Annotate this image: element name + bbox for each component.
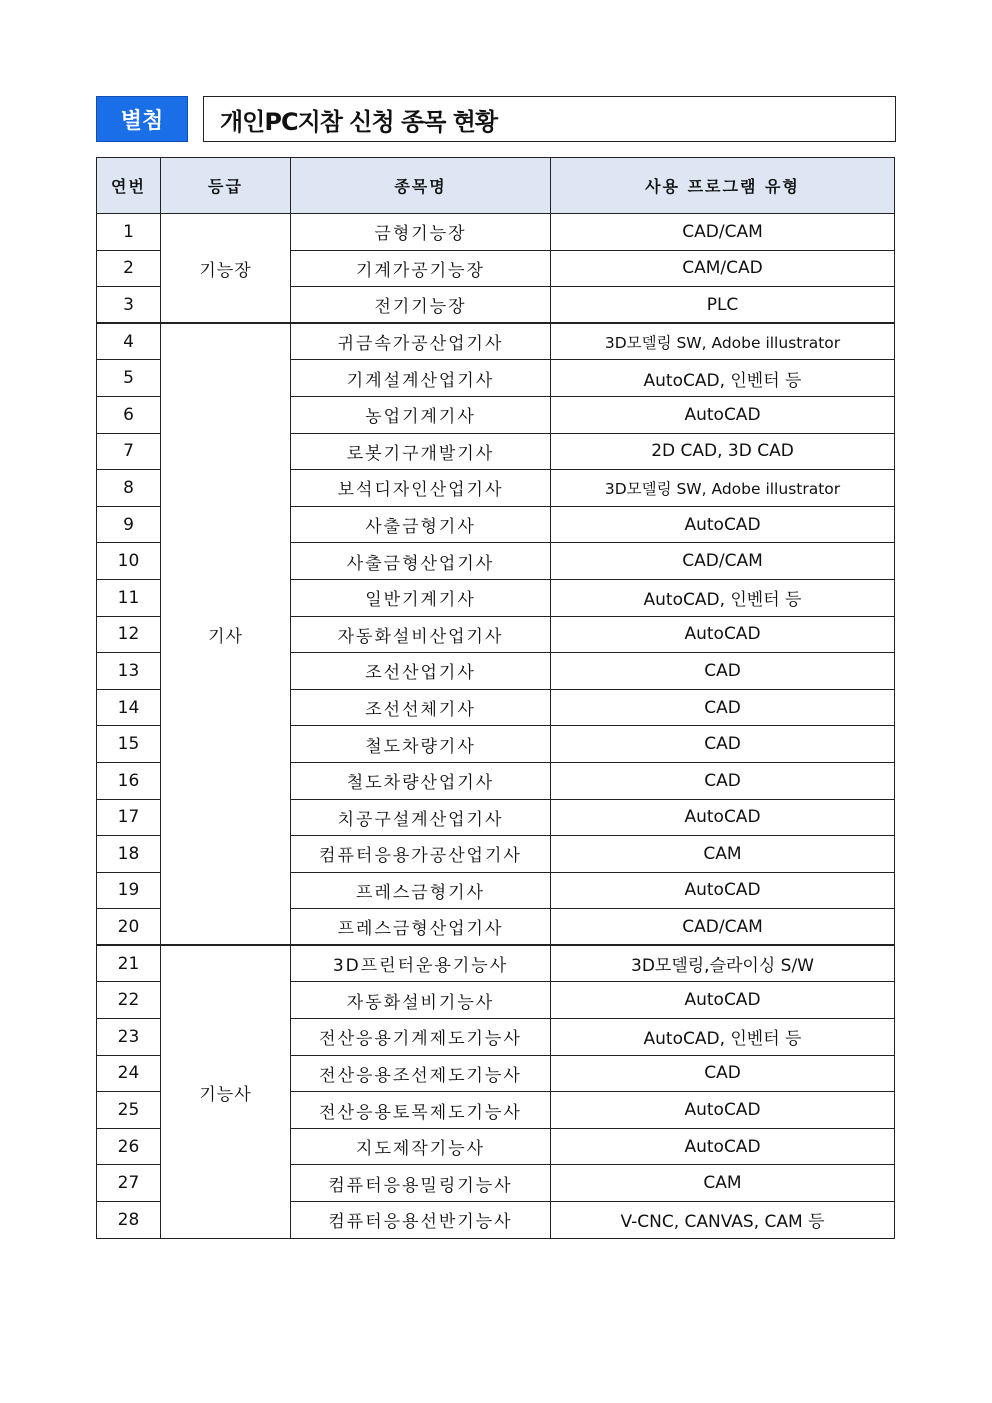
row-number: 11 — [97, 579, 161, 616]
table-body — [97, 214, 895, 1239]
item-name: 로봇기구개발기사 — [291, 433, 551, 470]
page-header — [96, 96, 896, 142]
program-type: AutoCAD, 인벤터 등 — [551, 360, 895, 397]
row-number: 25 — [97, 1092, 161, 1129]
row-number: 28 — [97, 1202, 161, 1239]
item-name: 조선산업기사 — [291, 653, 551, 690]
program-type: AutoCAD, 인벤터 등 — [551, 1019, 895, 1056]
row-number: 2 — [97, 250, 161, 287]
program-type: CAD/CAM — [551, 214, 895, 251]
row-number: 13 — [97, 653, 161, 690]
program-type: 3D모델링 SW, Adobe illustrator — [551, 323, 895, 360]
row-number: 12 — [97, 616, 161, 653]
table-row — [97, 945, 895, 982]
item-name: 전산응용토목제도기능사 — [291, 1092, 551, 1129]
program-type: AutoCAD — [551, 799, 895, 836]
row-number: 10 — [97, 543, 161, 580]
program-type: CAD — [551, 653, 895, 690]
row-number: 7 — [97, 433, 161, 470]
row-number: 18 — [97, 836, 161, 873]
program-type: CAD/CAM — [551, 543, 895, 580]
row-number: 6 — [97, 396, 161, 433]
item-name: 전기기능장 — [291, 287, 551, 324]
program-type: CAM — [551, 836, 895, 873]
item-name: 자동화설비기능사 — [291, 982, 551, 1019]
program-type: 3D모델링 SW, Adobe illustrator — [551, 470, 895, 507]
program-type: CAD/CAM — [551, 909, 895, 946]
program-type: 3D모델링,슬라이싱 S/W — [551, 945, 895, 982]
item-name: 철도차량산업기사 — [291, 762, 551, 799]
row-number: 22 — [97, 982, 161, 1019]
item-name: 금형기능장 — [291, 214, 551, 251]
page-title: 개인PC지참 신청 종목 현황 — [203, 96, 896, 142]
row-number: 15 — [97, 726, 161, 763]
item-name: 전산응용조선제도기능사 — [291, 1055, 551, 1092]
program-type: CAM/CAD — [551, 250, 895, 287]
program-type: AutoCAD — [551, 1092, 895, 1129]
item-name: 치공구설계산업기사 — [291, 799, 551, 836]
program-type: AutoCAD — [551, 1128, 895, 1165]
item-name: 프레스금형기사 — [291, 872, 551, 909]
item-name: 귀금속가공산업기사 — [291, 323, 551, 360]
column-header-no: 연번 — [97, 158, 161, 214]
attachment-badge: 별첨 — [96, 96, 188, 142]
row-number: 16 — [97, 762, 161, 799]
row-number: 24 — [97, 1055, 161, 1092]
item-name: 농업기계기사 — [291, 396, 551, 433]
item-name: 사출금형기사 — [291, 506, 551, 543]
column-header-grade: 등급 — [161, 158, 291, 214]
item-name: 프레스금형산업기사 — [291, 909, 551, 946]
row-number: 8 — [97, 470, 161, 507]
row-number: 1 — [97, 214, 161, 251]
item-name: 사출금형산업기사 — [291, 543, 551, 580]
program-table — [96, 157, 895, 1239]
column-header-item: 종목명 — [291, 158, 551, 214]
item-name: 컴퓨터응용선반기능사 — [291, 1202, 551, 1239]
row-number: 17 — [97, 799, 161, 836]
program-type: AutoCAD, 인벤터 등 — [551, 579, 895, 616]
row-number: 20 — [97, 909, 161, 946]
program-type: AutoCAD — [551, 506, 895, 543]
program-type: CAD — [551, 689, 895, 726]
item-name: 철도차량기사 — [291, 726, 551, 763]
row-number: 21 — [97, 945, 161, 982]
item-name: 지도제작기능사 — [291, 1128, 551, 1165]
row-number: 27 — [97, 1165, 161, 1202]
program-type: PLC — [551, 287, 895, 324]
row-number: 23 — [97, 1019, 161, 1056]
table-row — [97, 214, 895, 251]
item-name: 컴퓨터응용밀링기능사 — [291, 1165, 551, 1202]
column-header-program: 사용 프로그램 유형 — [551, 158, 895, 214]
program-type: CAD — [551, 1055, 895, 1092]
row-number: 9 — [97, 506, 161, 543]
grade-cell: 기사 — [161, 323, 291, 945]
program-type: 2D CAD, 3D CAD — [551, 433, 895, 470]
item-name: 보석디자인산업기사 — [291, 470, 551, 507]
grade-cell: 기능사 — [161, 945, 291, 1238]
item-name: 3D프린터운용기능사 — [291, 945, 551, 982]
row-number: 3 — [97, 287, 161, 324]
program-type: CAD — [551, 762, 895, 799]
row-number: 5 — [97, 360, 161, 397]
program-type: AutoCAD — [551, 872, 895, 909]
grade-cell: 기능장 — [161, 214, 291, 324]
item-name: 일반기계기사 — [291, 579, 551, 616]
table-row — [97, 323, 895, 360]
item-name: 자동화설비산업기사 — [291, 616, 551, 653]
row-number: 19 — [97, 872, 161, 909]
item-name: 컴퓨터응용가공산업기사 — [291, 836, 551, 873]
program-type: AutoCAD — [551, 982, 895, 1019]
row-number: 14 — [97, 689, 161, 726]
item-name: 기계설계산업기사 — [291, 360, 551, 397]
item-name: 전산응용기계제도기능사 — [291, 1019, 551, 1056]
row-number: 26 — [97, 1128, 161, 1165]
table-header-row — [97, 158, 895, 214]
program-type: CAD — [551, 726, 895, 763]
program-type: V-CNC, CANVAS, CAM 등 — [551, 1202, 895, 1239]
program-type: CAM — [551, 1165, 895, 1202]
item-name: 기계가공기능장 — [291, 250, 551, 287]
item-name: 조선선체기사 — [291, 689, 551, 726]
program-type: AutoCAD — [551, 396, 895, 433]
program-type: AutoCAD — [551, 616, 895, 653]
row-number: 4 — [97, 323, 161, 360]
